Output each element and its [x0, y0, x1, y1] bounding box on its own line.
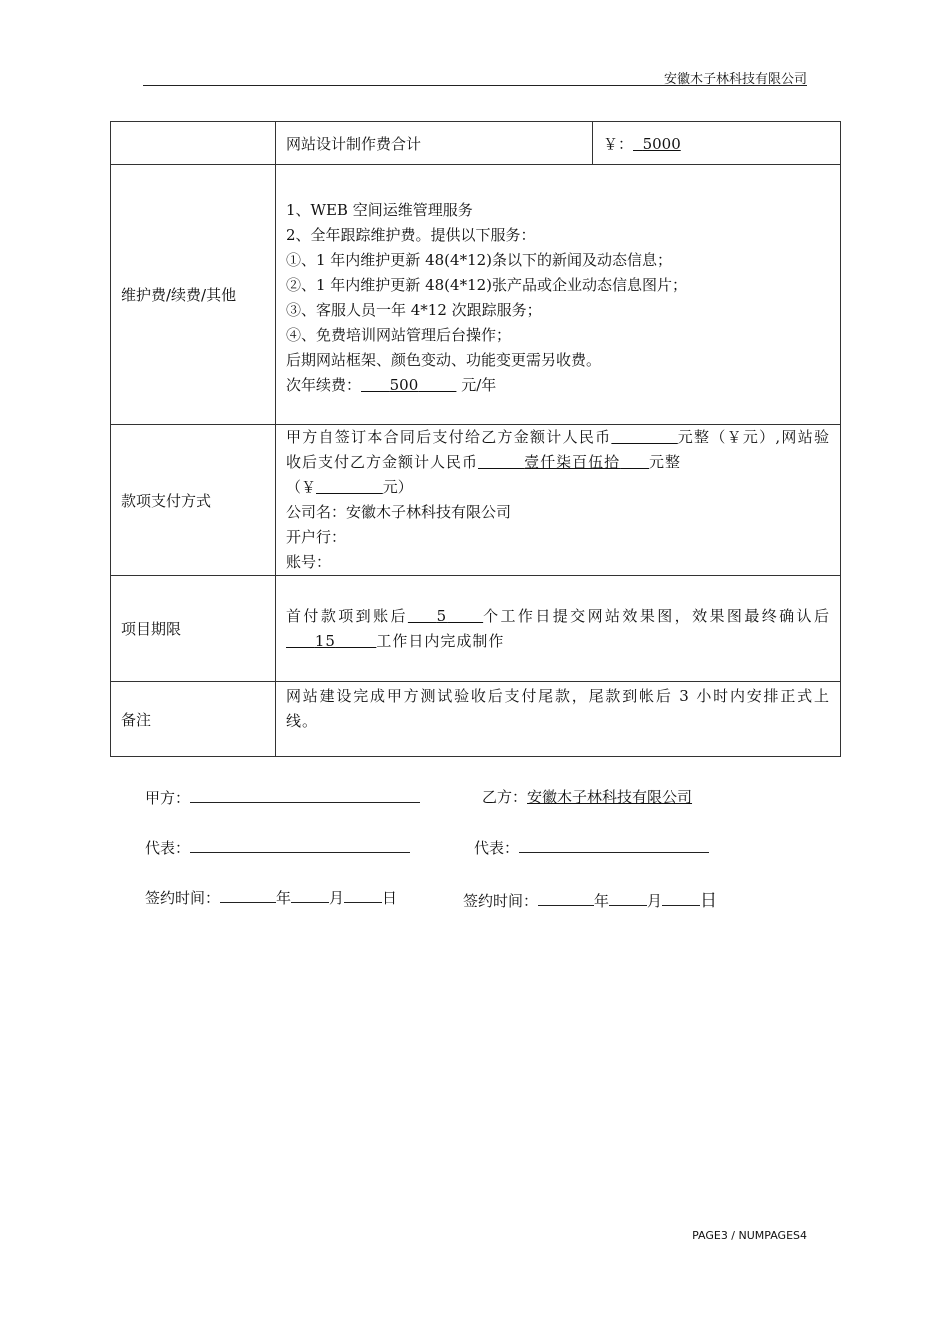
maintenance-line: 1、WEB 空间运维管理服务 — [286, 200, 473, 219]
date-a-month-blank — [291, 886, 329, 903]
rep-a-label: 代表： — [145, 839, 191, 857]
payment-company: 公司名：安徽木子林科技有限公司 — [286, 503, 512, 521]
maintenance-label: 维护费/续费/其他 — [111, 165, 276, 425]
schedule-days-1: 5 — [436, 606, 448, 625]
date-a — [145, 886, 397, 908]
total-item-text: 网站设计制作费合计 — [286, 134, 422, 153]
maintenance-line: 后期网站框架、颜色变动、功能变更需另收费。 — [286, 350, 602, 369]
renewal-unit: 元/年 — [461, 375, 497, 394]
date-a-year: 年 — [276, 889, 292, 907]
party-a — [145, 786, 420, 808]
total-amount-cell — [593, 122, 841, 165]
total-item-cell — [276, 122, 593, 165]
table-row-total — [111, 122, 841, 165]
rep-b — [474, 836, 709, 858]
remarks-text: 网站建设完成甲方测试验收后支付尾款，尾款到帐后 3 小时内安排正式上线。 — [286, 687, 830, 730]
maintenance-content — [276, 165, 841, 425]
renewal-line — [286, 373, 830, 398]
payment-content — [276, 425, 841, 576]
maintenance-line: ①、1 年内维护更新 48(4*12)条以下的新闻及动态信息； — [286, 250, 673, 269]
total-label-cell — [111, 122, 276, 165]
payment-blank-2 — [316, 478, 383, 496]
party-b-name: 安徽木子林科技有限公司 — [527, 788, 693, 806]
payment-bank: 开户行： — [286, 528, 347, 546]
rep-a — [145, 836, 410, 858]
table-row-schedule — [111, 576, 841, 682]
page-number: PAGE3 / NUMPAGES4 — [692, 1229, 807, 1242]
remarks-label: 备注 — [111, 682, 276, 757]
renewal-label: 次年续费： — [286, 375, 362, 394]
payment-label: 款项支付方式 — [111, 425, 276, 576]
table-row-remarks — [111, 682, 841, 757]
date-b-year: 年 — [594, 892, 610, 910]
date-a-year-blank — [220, 886, 276, 903]
rep-a-blank — [190, 836, 410, 853]
header-company: 安徽木子林科技有限公司 — [663, 72, 807, 87]
payment-account: 账号： — [286, 553, 332, 571]
date-b-month: 月 — [647, 892, 663, 910]
payment-yen-line: （￥ 元） — [286, 478, 413, 496]
date-b-day: 日 — [700, 891, 718, 911]
payment-amount-words: 壹仟柒百伍拾 — [524, 453, 621, 471]
schedule-label: 项目期限 — [111, 576, 276, 682]
date-b-label: 签约时间： — [463, 892, 539, 910]
date-b-day-blank — [662, 889, 700, 906]
party-a-blank — [190, 786, 420, 803]
contract-table — [110, 121, 841, 757]
table-row-payment — [111, 425, 841, 576]
payment-terms: 甲方自签订本合同后支付给乙方金额计人民币 元整（￥元）,网站验收后支付乙方金额计人民币 壹仟柒百伍拾 元整 — [286, 428, 830, 471]
yen-label: ￥： — [603, 134, 634, 153]
maintenance-line: ②、1 年内维护更新 48(4*12)张产品或企业动态信息图片； — [286, 275, 688, 294]
maintenance-line: ④、免费培训网站管理后台操作； — [286, 325, 512, 344]
date-b — [463, 886, 717, 911]
payment-blank-1 — [611, 428, 677, 446]
rep-b-label: 代表： — [474, 839, 520, 857]
maintenance-line: 2、全年跟踪维护费。提供以下服务： — [286, 225, 536, 244]
party-b-label: 乙方： — [482, 788, 528, 806]
table-row-maintenance — [111, 165, 841, 425]
date-a-label: 签约时间： — [145, 889, 221, 907]
remarks-content — [276, 682, 841, 757]
renewal-amount: 500 — [389, 375, 419, 394]
party-a-label: 甲方： — [145, 789, 191, 807]
date-a-day: 日 — [382, 889, 398, 907]
total-amount: 5000 — [642, 134, 681, 153]
date-a-month: 月 — [329, 889, 345, 907]
schedule-days-2: 15 — [314, 631, 336, 650]
maintenance-line: ③、客服人员一年 4*12 次跟踪服务； — [286, 300, 542, 319]
schedule-content — [276, 576, 841, 682]
date-b-year-blank — [538, 889, 594, 906]
date-b-month-blank — [609, 889, 647, 906]
rep-b-blank — [519, 836, 709, 853]
party-b — [482, 786, 692, 807]
date-a-day-blank — [344, 886, 382, 903]
schedule-text: 首付款项到账后 5 个工作日提交网站效果图，效果图最终确认后 15 工作日内完成制作 — [286, 606, 830, 650]
header-divider — [143, 85, 807, 86]
